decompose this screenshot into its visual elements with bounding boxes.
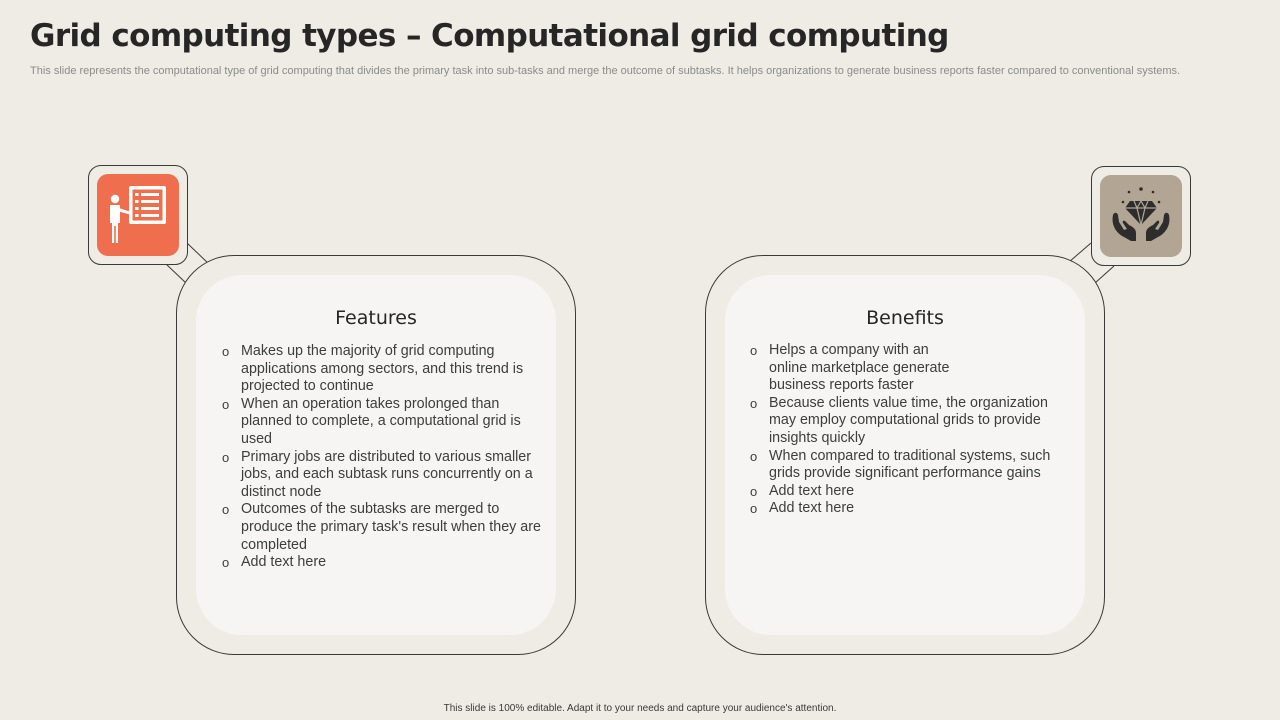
list-item-text: Helps a company with an online marketplace generate business reports faster bbox=[769, 342, 950, 394]
list-item bbox=[221, 449, 542, 502]
benefits-connector-upper bbox=[1069, 243, 1091, 262]
bullet-marker: o bbox=[750, 395, 758, 411]
list-item bbox=[749, 483, 1071, 501]
bullet-marker: o bbox=[222, 502, 230, 518]
features-card-body bbox=[196, 275, 556, 635]
benefits-heading: Benefits bbox=[866, 307, 944, 329]
list-item bbox=[749, 342, 1071, 395]
list-item-text: Add text here bbox=[769, 482, 855, 499]
benefits-icon-tile bbox=[1100, 175, 1182, 257]
list-item bbox=[749, 448, 1071, 483]
features-list bbox=[221, 343, 542, 572]
presentation-board-icon bbox=[97, 174, 179, 256]
bullet-marker: o bbox=[750, 501, 758, 517]
benefits-card bbox=[705, 255, 1105, 655]
list-item-text: When an operation takes prolonged than planned to complete, a computational grid is used bbox=[241, 395, 521, 447]
benefits-card-body bbox=[725, 275, 1085, 635]
list-item-text: When compared to traditional systems, such grids provide significant performance gains bbox=[769, 447, 1051, 482]
list-item bbox=[749, 500, 1071, 518]
list-item-text: Makes up the majority of grid computing applications among sectors, and this trend is projected to continue bbox=[241, 343, 524, 395]
list-item bbox=[221, 396, 542, 449]
list-item bbox=[221, 501, 542, 554]
diamond-in-hands-icon bbox=[1100, 175, 1182, 257]
list-item-text: Outcomes of the subtasks are merged to produce the primary task's result when they are completed bbox=[241, 501, 541, 553]
bullet-marker: o bbox=[222, 344, 230, 359]
list-item bbox=[221, 554, 542, 572]
benefits-icon-frame bbox=[1091, 166, 1191, 266]
bullet-marker: o bbox=[222, 555, 230, 571]
benefits-list bbox=[749, 342, 1071, 518]
features-heading: Features bbox=[335, 307, 417, 329]
slide-subtitle: This slide represents the computational type of grid computing that divides the primary task into sub-tasks and merge the outcome of subtasks. It helps organizations to generate business reports faster compared to conventional systems. bbox=[30, 65, 1181, 77]
bullet-marker: o bbox=[222, 449, 230, 465]
list-item-text: Add text here bbox=[769, 500, 855, 517]
bullet-marker: o bbox=[750, 343, 758, 358]
list-item bbox=[221, 343, 542, 396]
slide-footer: This slide is 100% editable. Adapt it to your needs and capture your audience's attention. bbox=[443, 703, 837, 714]
bullet-marker: o bbox=[750, 483, 758, 499]
benefits-connector-lower bbox=[1095, 266, 1114, 283]
features-connector-lower bbox=[166, 264, 187, 284]
bullet-marker: o bbox=[222, 396, 230, 412]
slide-title: Grid computing types – Computational grid computing bbox=[30, 18, 949, 54]
list-item bbox=[749, 395, 1071, 448]
features-icon-frame bbox=[88, 165, 188, 265]
features-icon-tile bbox=[97, 174, 179, 256]
features-card bbox=[176, 255, 576, 655]
list-item-text: Primary jobs are distributed to various smaller jobs, and each subtask runs concurrently on a distinct node bbox=[241, 448, 533, 500]
list-item-text: Because clients value time, the organization may employ computational grids to provide insights quickly bbox=[769, 394, 1048, 446]
list-item-text: Add text here bbox=[241, 554, 327, 571]
bullet-marker: o bbox=[750, 448, 758, 464]
